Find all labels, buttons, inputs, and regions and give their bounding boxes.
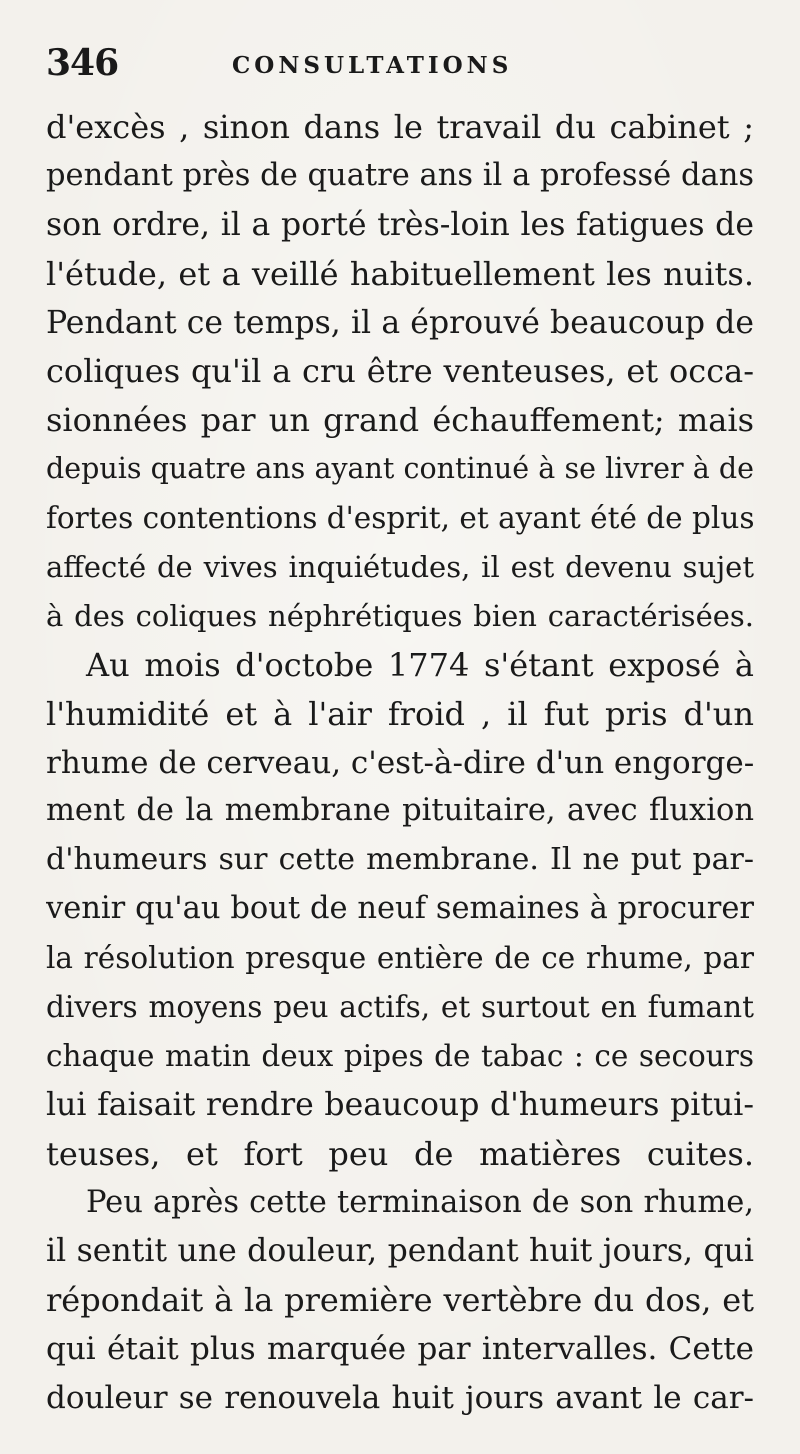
text-line: à des coliques néphrétiques bien caractérisées. <box>46 598 754 633</box>
text-line: venir qu'au bout de neuf semaines à procurer <box>46 891 754 927</box>
text-line: ment de la membrane pituitaire, avec fluxion <box>46 793 754 829</box>
text-line: la résolution presque entière de ce rhume, par <box>46 941 754 976</box>
body-text <box>46 103 754 1423</box>
text-line: son ordre, il a porté très-loin les fatigues de <box>46 206 754 243</box>
text-line: chaque matin deux pipes de tabac : ce secours <box>46 1038 754 1073</box>
text-line: pendant près de quatre ans il a professé dans <box>46 157 754 193</box>
text-line: rhume de cerveau, c'est-à-dire d'un engorge- <box>46 744 754 781</box>
text-line: lui faisait rendre beaucoup d'humeurs pitui- <box>46 1086 754 1123</box>
text-line: divers moyens peu actifs, et surtout en fumant <box>46 990 754 1025</box>
text-line: douleur se renouvela huit jours avant le car- <box>46 1380 754 1417</box>
text-line: sionnées par un grand échauffement; mais <box>46 401 754 440</box>
text-line: affecté de vives inquiétudes, il est devenu sujet <box>46 550 754 585</box>
text-line: coliques qu'il a cru être venteuses, et occa- <box>46 352 754 391</box>
text-line: d'humeurs sur cette membrane. Il ne put par- <box>46 842 754 878</box>
text-line: il sentit une douleur, pendant huit jours, qui <box>46 1233 754 1270</box>
text-line: l'étude, et a veillé habituellement les nuits. <box>46 254 754 293</box>
text-line: Au mois d'octobe 1774 s'étant exposé à <box>86 645 754 684</box>
text-line: depuis quatre ans ayant continué à se livrer à de <box>46 452 754 486</box>
text-line: Pendant ce temps, il a éprouvé beaucoup de <box>46 304 754 341</box>
text-line: qui était plus marquée par intervalles. Cette <box>46 1331 754 1368</box>
text-line: fortes contentions d'esprit, et ayant été de plus <box>46 501 754 536</box>
text-line: d'excès , sinon dans le travail du cabinet ; <box>46 108 754 146</box>
text-line: teuses, et fort peu de matières cuites. <box>46 1134 754 1173</box>
page-number: 346 <box>46 42 119 84</box>
running-head: CONSULTATIONS <box>232 52 513 79</box>
text-line: répondait à la première vertèbre du dos, et <box>46 1281 754 1320</box>
text-line: Peu après cette terminaison de son rhume, <box>86 1184 754 1220</box>
text-line: l'humidité et à l'air froid , il fut pris d'un <box>46 694 754 733</box>
page-header <box>46 42 754 98</box>
